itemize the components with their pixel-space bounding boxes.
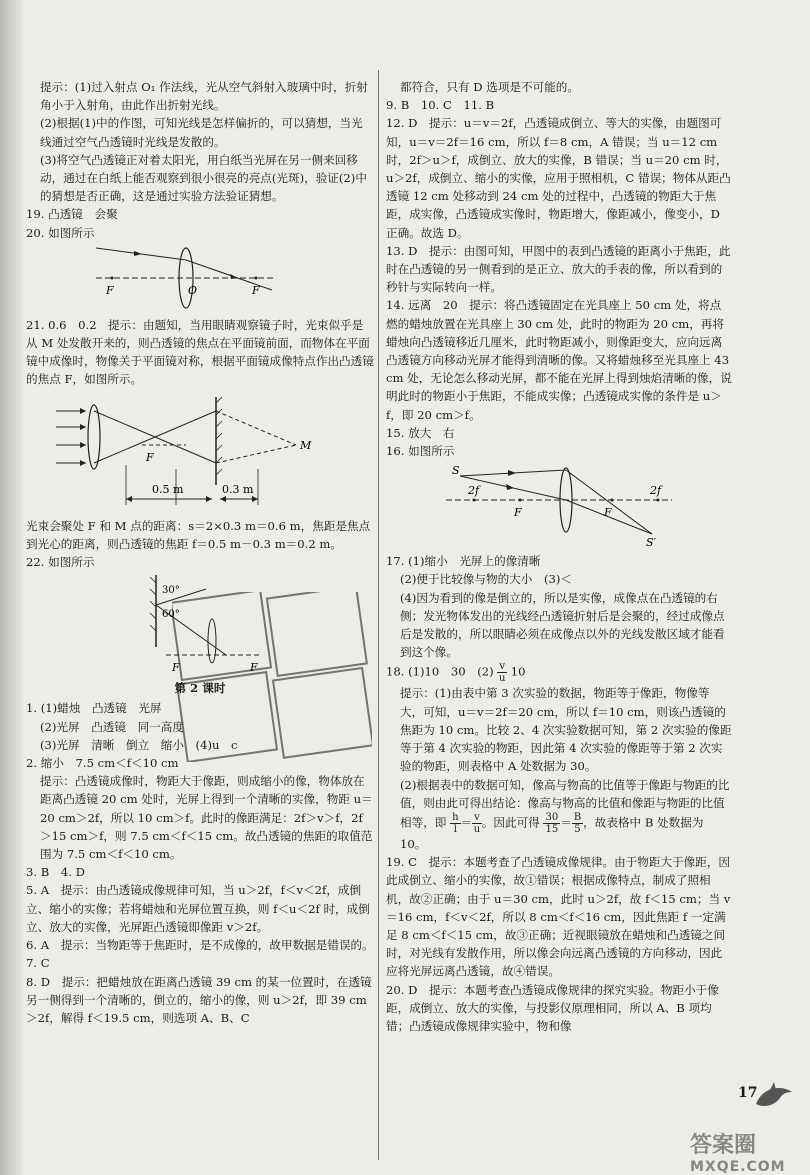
fraction-b-over-5: $\frac{B}{5}$ [573,811,582,835]
answer-20: 20. D 提示：本题考查凸透镜成像规律的探究实验。物距小于像距，成倒立、放大的实像，与投影仪原理相同，所以 A、B 项均错；凸透镜成像规律实验中，物和像 [386,982,719,1033]
fig21-point-m: M [300,438,312,452]
fraction-h-over-l: $\frac{h}{l}$ [452,811,459,835]
answer-2-tip: 提示：凸透镜成像时，物距大于像距，则成缩小的像，物体放在距离凸透镜 20 cm 处时，光屏上得到一个清晰的实像，物距 u＝20 cm＞2f，所以 10 cm＞f。此时的像距满足：2f＞v＞f，2f＞15 cm＞f，则 7.5 cm＜f＜15 cm。故凸透镜的焦距的取值范围为 7.5 cm＜f＜10 cm。 [40,774,373,862]
answer-17-part: (2)便于比较像与物的大小 (3)＜ [400,572,572,587]
figure-21-lens-mirror-diagram [26,393,326,513]
answer-9-11: 9. B 10. C 11. B [386,98,495,113]
dolphin-icon [752,1078,796,1118]
figure-20-lens-diagram [26,246,286,312]
answer-22: 22. 如图所示 [26,555,95,570]
tip-text: 提示：(1)过入射点 O₁ 作法线，光从空气斜射入玻璃中时，折射角小于入射角，由此作出折射光线。 [40,80,368,113]
answer-15: 15. 放大 右 [386,425,455,440]
answer-20: 20. 如图所示 [26,225,95,240]
fig21-focus: F [146,450,154,464]
column-divider [378,70,379,1160]
fig16-image: S′ [646,536,657,549]
fig21-distance-mirror: 0.3 m [222,482,254,496]
fig20-focus-right: F [252,283,260,297]
fig22-focus-right: F [250,661,258,675]
answer-5: 5. A 提示：由凸透镜成像规律可知，当 u＞2f，f＜v＜2f，成倒立、缩小的实像；若将蜡烛和光屏位置互换，则 f＜u＜2f 时，成倒立、放大的实像，光屏距凸透镜即像距 v＞2f。 [26,883,370,934]
answer-13: 13. D 提示：由图可知，甲图中的表到凸透镜的距离小于焦距，此时在凸透镜的另一侧看到的是正立、放大的手表的像，所以看到的秒针与实际转向一样。 [386,243,731,295]
fig16-source: S [452,464,460,478]
answer-1-part: (2)光屏 凸透镜 同一高度 [40,719,184,734]
answer-12: 12. D 提示：u＝v＝2f，凸透镜成倒立、等大的实像，由题图可知，u＝v＝2f＝16 cm，所以 f＝8 cm，A 错误；当 u＝12 cm 时，2f＞u＞f，成倒立、放大的实像，B 错误；当 u＝20 cm 时，u＞2f，成倒立、缩小的实像，应用于照相机，C 错误；物体从距凸透镜 12 cm 处移动到 24 cm 处的过程中，凸透镜的物距大于焦距，成实像，凸透镜成实像时，物距增大，像距减小，像变小，D 正确。故选 D。 [386,116,731,240]
fig20-optical-center: O [188,283,198,297]
answer-1-part: (3)光屏 清晰 倒立 缩小 (4)u c [40,737,238,752]
answer-14: 14. 远离 20 提示：将凸透镜固定在光具座上 50 cm 处，将点燃的蜡烛放置在光具座上 30 cm 处，此时的物距为 20 cm，再将蜡烛向凸透镜移近几厘米，此时物距减小，则像距变大，应向远离凸透镜方向移动光屏才能得到清晰的像。又将蜡烛移至光具座上 43 cm 处，无论怎么移动光屏，都不能在光屏上得到烛焰清晰的像，说明此时的物距小于焦距，不能成实像；凸透镜成实像的条件是 u＞f，即 20 cm＞f。 [386,298,732,422]
answer-19: 19. 凸透镜 会聚 [26,207,118,222]
answer-1: 1. (1)蜡烛 凸透镜 光屏 [26,701,162,716]
answer-21-explanation: 光束会聚处 F 和 M 点的距离：s＝2×0.3 m＝0.6 m，焦距是焦点到光心的距离，则凸透镜的焦距 f＝0.5 m－0.3 m＝0.2 m。 [26,518,371,551]
fraction-v-over-u: $\frac{v}{u}$ [473,811,481,835]
fig16-focus-left: F [514,506,522,520]
answer-6: 6. A 提示：当物距等于焦距时，是不成像的，故甲数据是错误的。 [26,938,374,953]
answer-18: 18. (1)10 30 (2) $\frac{v}{u}$ 10 [386,661,526,685]
answer-8: 8. D 提示：把蜡烛放在距离凸透镜 39 cm 的某一位置时，在透镜另一侧得到一个清晰的，倒立的，缩小的像，则 u＞2f，即 39 cm＞2f，解得 f＜19.5 cm，则选项 A、B、C [26,974,372,1025]
fraction-30-over-15: $\frac{30}{15}$ [545,811,559,835]
page-number: 17 [738,1085,758,1101]
answer-3-4: 3. B 4. D [26,865,85,880]
fig16-focus-right: F [604,506,612,520]
answer-19: 19. C 提示：本题考查了凸透镜成像规律。由于物距大于像距，因此成倒立、缩小的实像，故①错误；根据成像特点，制成了照相机，故②正确；由于 u＝30 cm，此时 u＞2f，故 f＜15 cm；当 v＝16 cm，f＜v＜2f，所以 8 cm＜f＜16 cm，因此焦距 f 一定满足 8 cm＜f＜15 cm，故③正确；近视眼镜放在蜡烛和凸透镜之间时，对光线有发散作用，所以像会向远离凸透镜的方向移动，因此应将光屏远离凸透镜，故④错误。 [386,855,731,979]
answer-7: 7. C [26,956,50,971]
answer-21: 21. 0.6 0.2 提示：由题知，当用眼睛观察镜子时，光束似乎是从 M 处发散开来的，则凸透镜的焦点在平面镜前面，而物体在平面镜中成像时，物像关于平面镜对称，根据平面镜成像特点作出凸透镜的焦点 F，如图所示。 [26,317,374,387]
fig21-distance-lens: 0.5 m [152,482,184,496]
page-binding-shadow [0,0,22,1175]
fig16-2f-right: 2f [650,484,662,498]
answer-17-part: (4)因为看到的像是倒立的，所以是实像，成像点在凸透镜的右侧；发光物体发出的光线经凸透镜折射后是会聚的，经过成像点后是发散的，所以眼睛必须在成像点以外的光线发散区域才能看到这个像。 [400,590,725,660]
tip-text: (3)将空气凸透镜正对着太阳光，用白纸当光屏在另一侧来回移动，通过在白纸上能否观察到很小很亮的亮点(光斑)，验证(2)中的猜想是否正确，这是通过实验方法验证猜想。 [40,152,367,204]
answer-18-tip: 提示：(1)由表中第 3 次实验的数据，物距等于像距，物像等大，可知，u＝v＝2f＝20 cm，所以 f＝10 cm，则该凸透镜的焦距为 10 cm。比较 2、4 次实验数据可知，第 2 次实验的像距等于第 4 次实验的物距，因此第 4 次实验的像距等于第 2 次实验的物距，则表格中 A 处数据为 30。 [400,686,732,774]
lesson-heading: 第 2 课时 [174,681,226,696]
answer-17: 17. (1)缩小 光屏上的像清晰 [386,554,541,569]
fig22-focus-left: F [172,661,180,675]
site-watermark: 答案圈 MXQE.COM [690,1133,786,1175]
fig20-focus-left: F [106,283,114,297]
figure-16-lens-diagram [386,464,686,548]
tip-text: (2)根据(1)中的作图，可知光线是怎样偏折的，可以猜想，当光线通过空气凸透镜时光线是发散的。 [40,116,363,149]
answer-2: 2. 缩小 7.5 cm＜f＜10 cm [26,756,179,771]
answer-16: 16. 如图所示 [386,444,455,459]
watermark-stamp [172,592,372,762]
left-column [26,78,374,1027]
fraction-v-over-u: $\frac{v}{u}$ [498,661,506,685]
answer-8-continued: 都符合，只有 D 选项是不可能的。 [400,80,579,94]
right-column [386,78,732,1035]
fig22-angle-30: 30° [162,585,180,597]
fig16-2f-left: 2f [468,484,480,498]
answer-18-tip: (2)根据表中的数据可知，像高与物高的比值等于像距与物距的比值，则由此可得出结论：像高与物高的比值和像距与物距的比值相等，即 $\frac{h}{l}$ ＝ $\frac{v}{u}$ 。因此可得 $\frac{30}{15}$ ＝ $\frac{B}{5}$ ，故表格中 B 处数据为 10。 [400,777,730,851]
fig22-angle-60: 60° [162,609,180,621]
